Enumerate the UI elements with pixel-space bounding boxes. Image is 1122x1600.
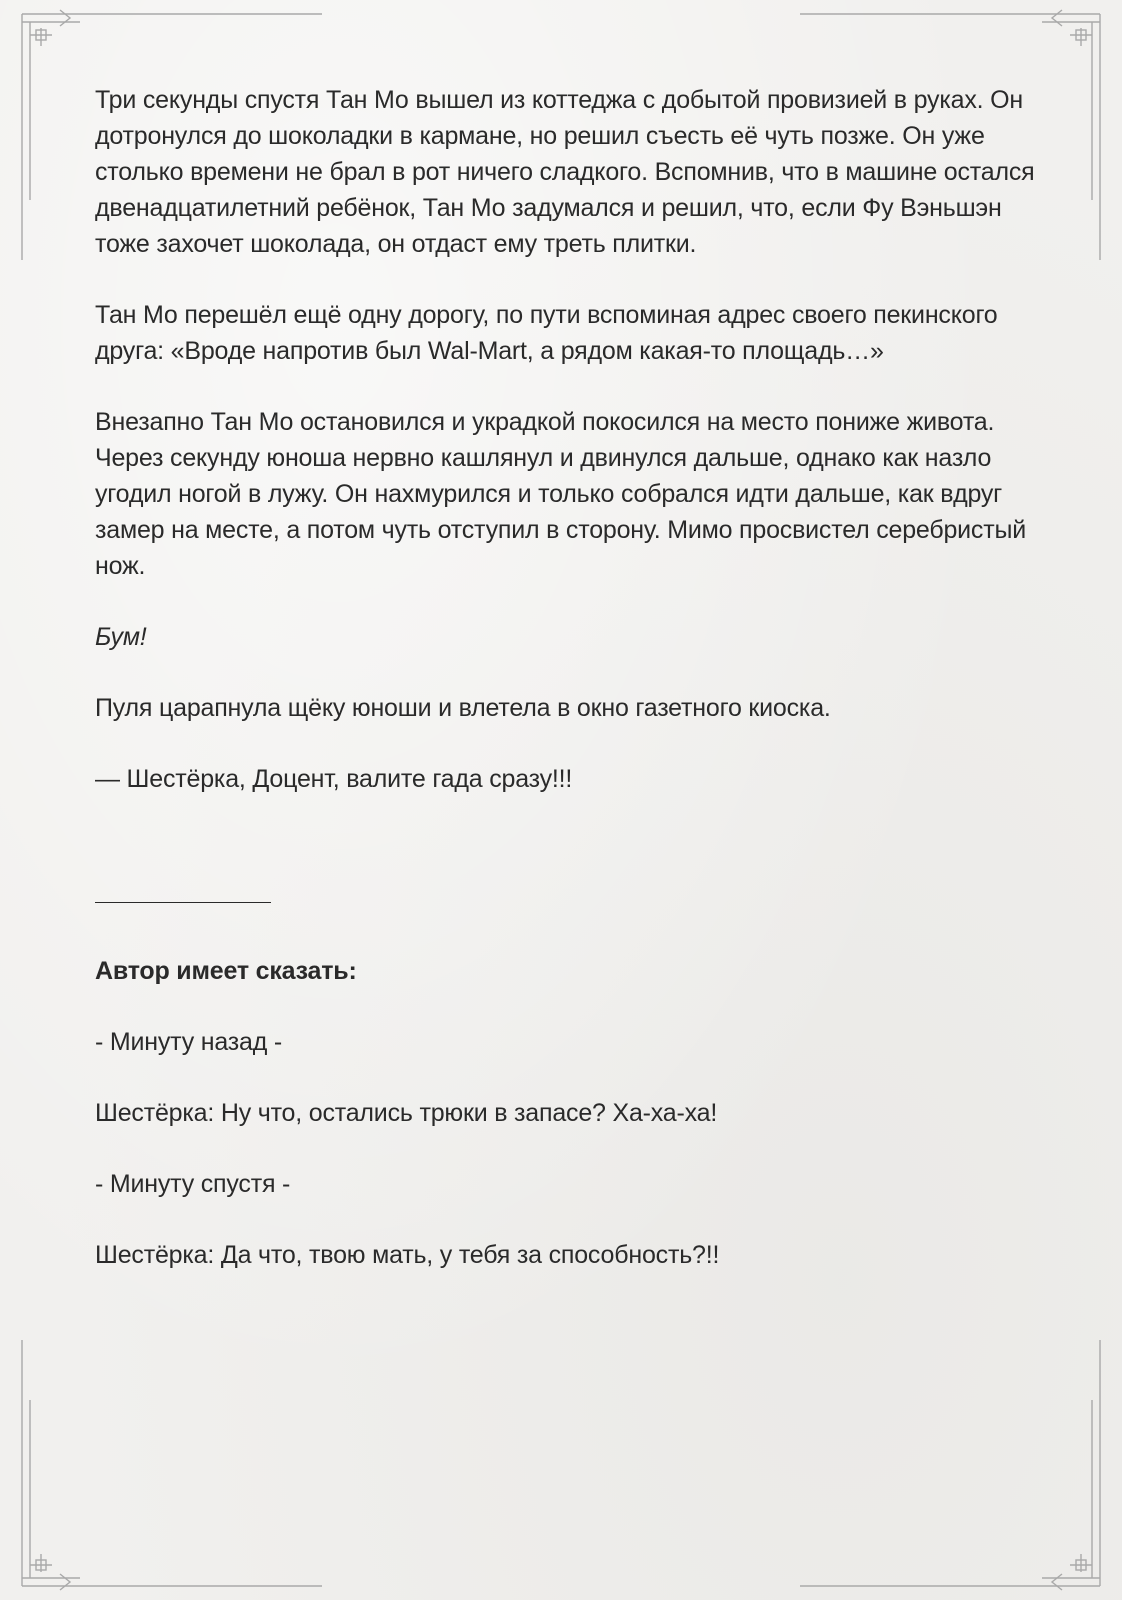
author-note	[95, 953, 1035, 1273]
paragraph-knife: Внезапно Тан Мо остановился и украдкой покосился на место пониже живота. Через секунду юноша нервно кашлянул и двинулся дальше, однако как назло угодил ногой в лужу. Он нахмурился и только собрался идти дальше, как вдруг замер на месте, а потом чуть отступил в сторону. Мимо просвистел серебристый нож.	[95, 408, 1027, 580]
author-note-line: - Минуту назад -	[95, 1028, 282, 1056]
section-divider	[95, 902, 271, 903]
paragraph-address: Тан Мо перешёл ещё одну дорогу, по пути вспоминая адрес своего пекинского друга: «Вроде напротив был Wal-Mart, а рядом какая-то площадь…»	[95, 301, 998, 365]
author-note-line: Шестёрка: Ну что, остались трюки в запасе? Ха-ха-ха!	[95, 1099, 718, 1127]
paragraph-bang: Бум!	[95, 623, 147, 651]
author-note-line: Шестёрка: Да что, твою мать, у тебя за способность?!!	[95, 1241, 720, 1269]
paragraph-bullet: Пуля царапнула щёку юноши и влетела в окно газетного киоска.	[95, 694, 831, 722]
document-body	[95, 82, 1035, 1308]
author-note-line: - Минуту спустя -	[95, 1170, 291, 1198]
paragraph-shout: — Шестёрка, Доцент, валите гада сразу!!!	[95, 765, 573, 793]
paragraph-chocolate: Три секунды спустя Тан Мо вышел из коттеджа с добытой провизией в руках. Он дотронулся до шоколадки в кармане, но решил съесть её чуть позже. Он уже столько времени не брал в рот ничего сладкого. Вспомнив, что в машине остался двенадцатилетний ребёнок, Тан Мо задумался и решил, что, если Фу Вэньшэн тоже захочет шоколада, он отдаст ему треть плитки.	[95, 86, 1035, 258]
author-note-title: Автор имеет сказать:	[95, 957, 357, 985]
